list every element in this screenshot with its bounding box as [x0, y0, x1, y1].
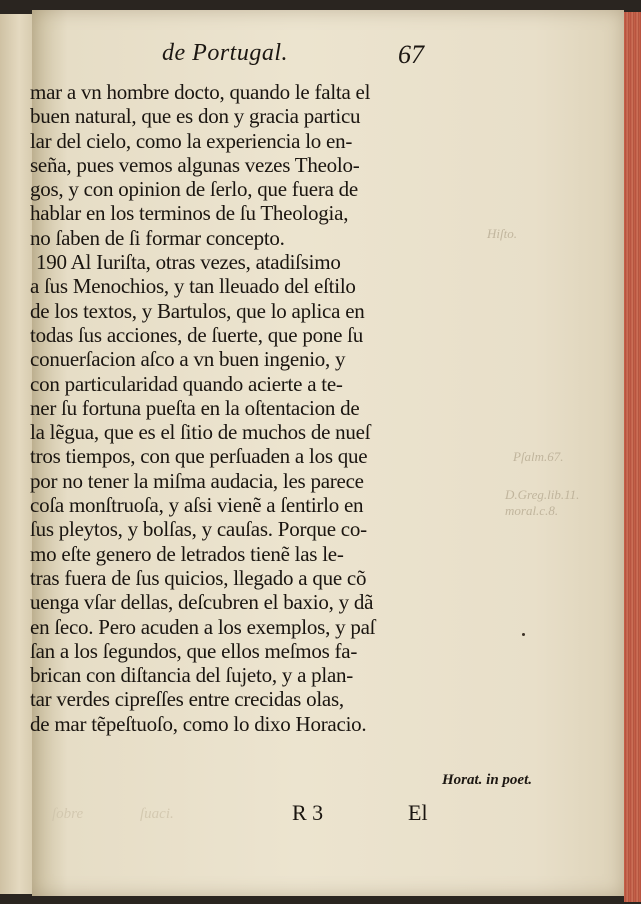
text-line: por no tener la miſma audacia, les parece	[30, 468, 364, 493]
text-line: conuerſacion aſco a vn buen ingenio, y	[30, 347, 346, 372]
signature-mark: R 3	[292, 800, 324, 825]
text-line: de los textos, y Bartulos, que lo aplica en	[30, 298, 365, 323]
text-line: uenga vſar dellas, deſcubren el baxio, y dã	[30, 590, 374, 615]
text-line: con particularidad quando acierte a te-	[30, 371, 343, 396]
text-line: a ſus Menochios, y tan lleuado del eſtilo	[30, 274, 356, 299]
ink-speck	[522, 633, 525, 636]
bleed-through-line: D.Greg.lib.11.	[505, 487, 580, 502]
text-line: en ſeco. Pero acuden a los exemplos, y paſ	[30, 614, 376, 639]
bleed-through-note: Hiſto.	[487, 226, 517, 241]
text-line: tros tiempos, con que perſuaden a los que	[30, 444, 368, 469]
text-line: ſus pleytos, y bolſas, y cauſas. Porque co-	[30, 517, 367, 542]
text-line: lar del cielo, como la experiencia lo en-	[30, 128, 353, 153]
text-line: gos, y con opinion de ſerlo, que fuera de	[30, 177, 358, 202]
bleed-through-footer: ſobre	[52, 806, 84, 822]
paragraph-190-start: 190 Al Iuriſta, otras vezes, atadiſsimo	[36, 250, 341, 275]
text-line: no ſaben de ſi formar concepto.	[30, 225, 285, 250]
text-line: mo eſte genero de letrados tienẽ las le-	[30, 541, 344, 566]
text-line: ſan a los ſegundos, que ellos meſmos fa-	[30, 638, 358, 663]
text-line: todas ſus acciones, de ſuerte, que pone ſu	[30, 322, 363, 347]
page-number: 67	[398, 40, 424, 69]
facing-page-edge	[0, 14, 34, 894]
bleed-through-footer: ſuaci.	[140, 806, 174, 822]
text-line: de mar tẽpeſtuoſo, como lo dixo Horacio.	[30, 711, 367, 736]
text-line: la lẽgua, que es el ſitio de muchos de nueſ	[30, 420, 371, 445]
text-line: ner ſu fortuna pueſta en la oſtentacion de	[30, 395, 360, 420]
page-footer	[0, 800, 641, 830]
bleed-through-note: Pſalm.67.	[513, 449, 564, 464]
body-text	[30, 80, 470, 736]
text-line: buen natural, que es don y gracia particu	[30, 104, 361, 129]
page-header	[0, 38, 641, 78]
red-page-edge	[624, 12, 641, 902]
text-line: hablar en los terminos de ſu Theologia,	[30, 201, 349, 226]
running-head: de Portugal.	[162, 40, 288, 66]
catchword: El	[408, 800, 428, 825]
bleed-through-line: moral.c.8.	[505, 503, 559, 518]
text-line: tar verdes cipreſſes entre crecidas olas,	[30, 687, 344, 712]
text-line: tras fuera de ſus quicios, llegado a que cõ	[30, 565, 367, 590]
margin-note-horace: Horat. in poet.	[442, 772, 533, 788]
text-line: seña, pues vemos algunas vezes Theolo-	[30, 152, 360, 177]
text-line: mar a vn hombre docto, quando le falta el	[30, 80, 371, 104]
bleed-through-note	[505, 487, 579, 519]
text-line: coſa monſtruoſa, y aſsi vienẽ a ſentirlo en	[30, 493, 364, 518]
text-line: brican con diſtancia del ſujeto, y a plan-	[30, 663, 354, 688]
